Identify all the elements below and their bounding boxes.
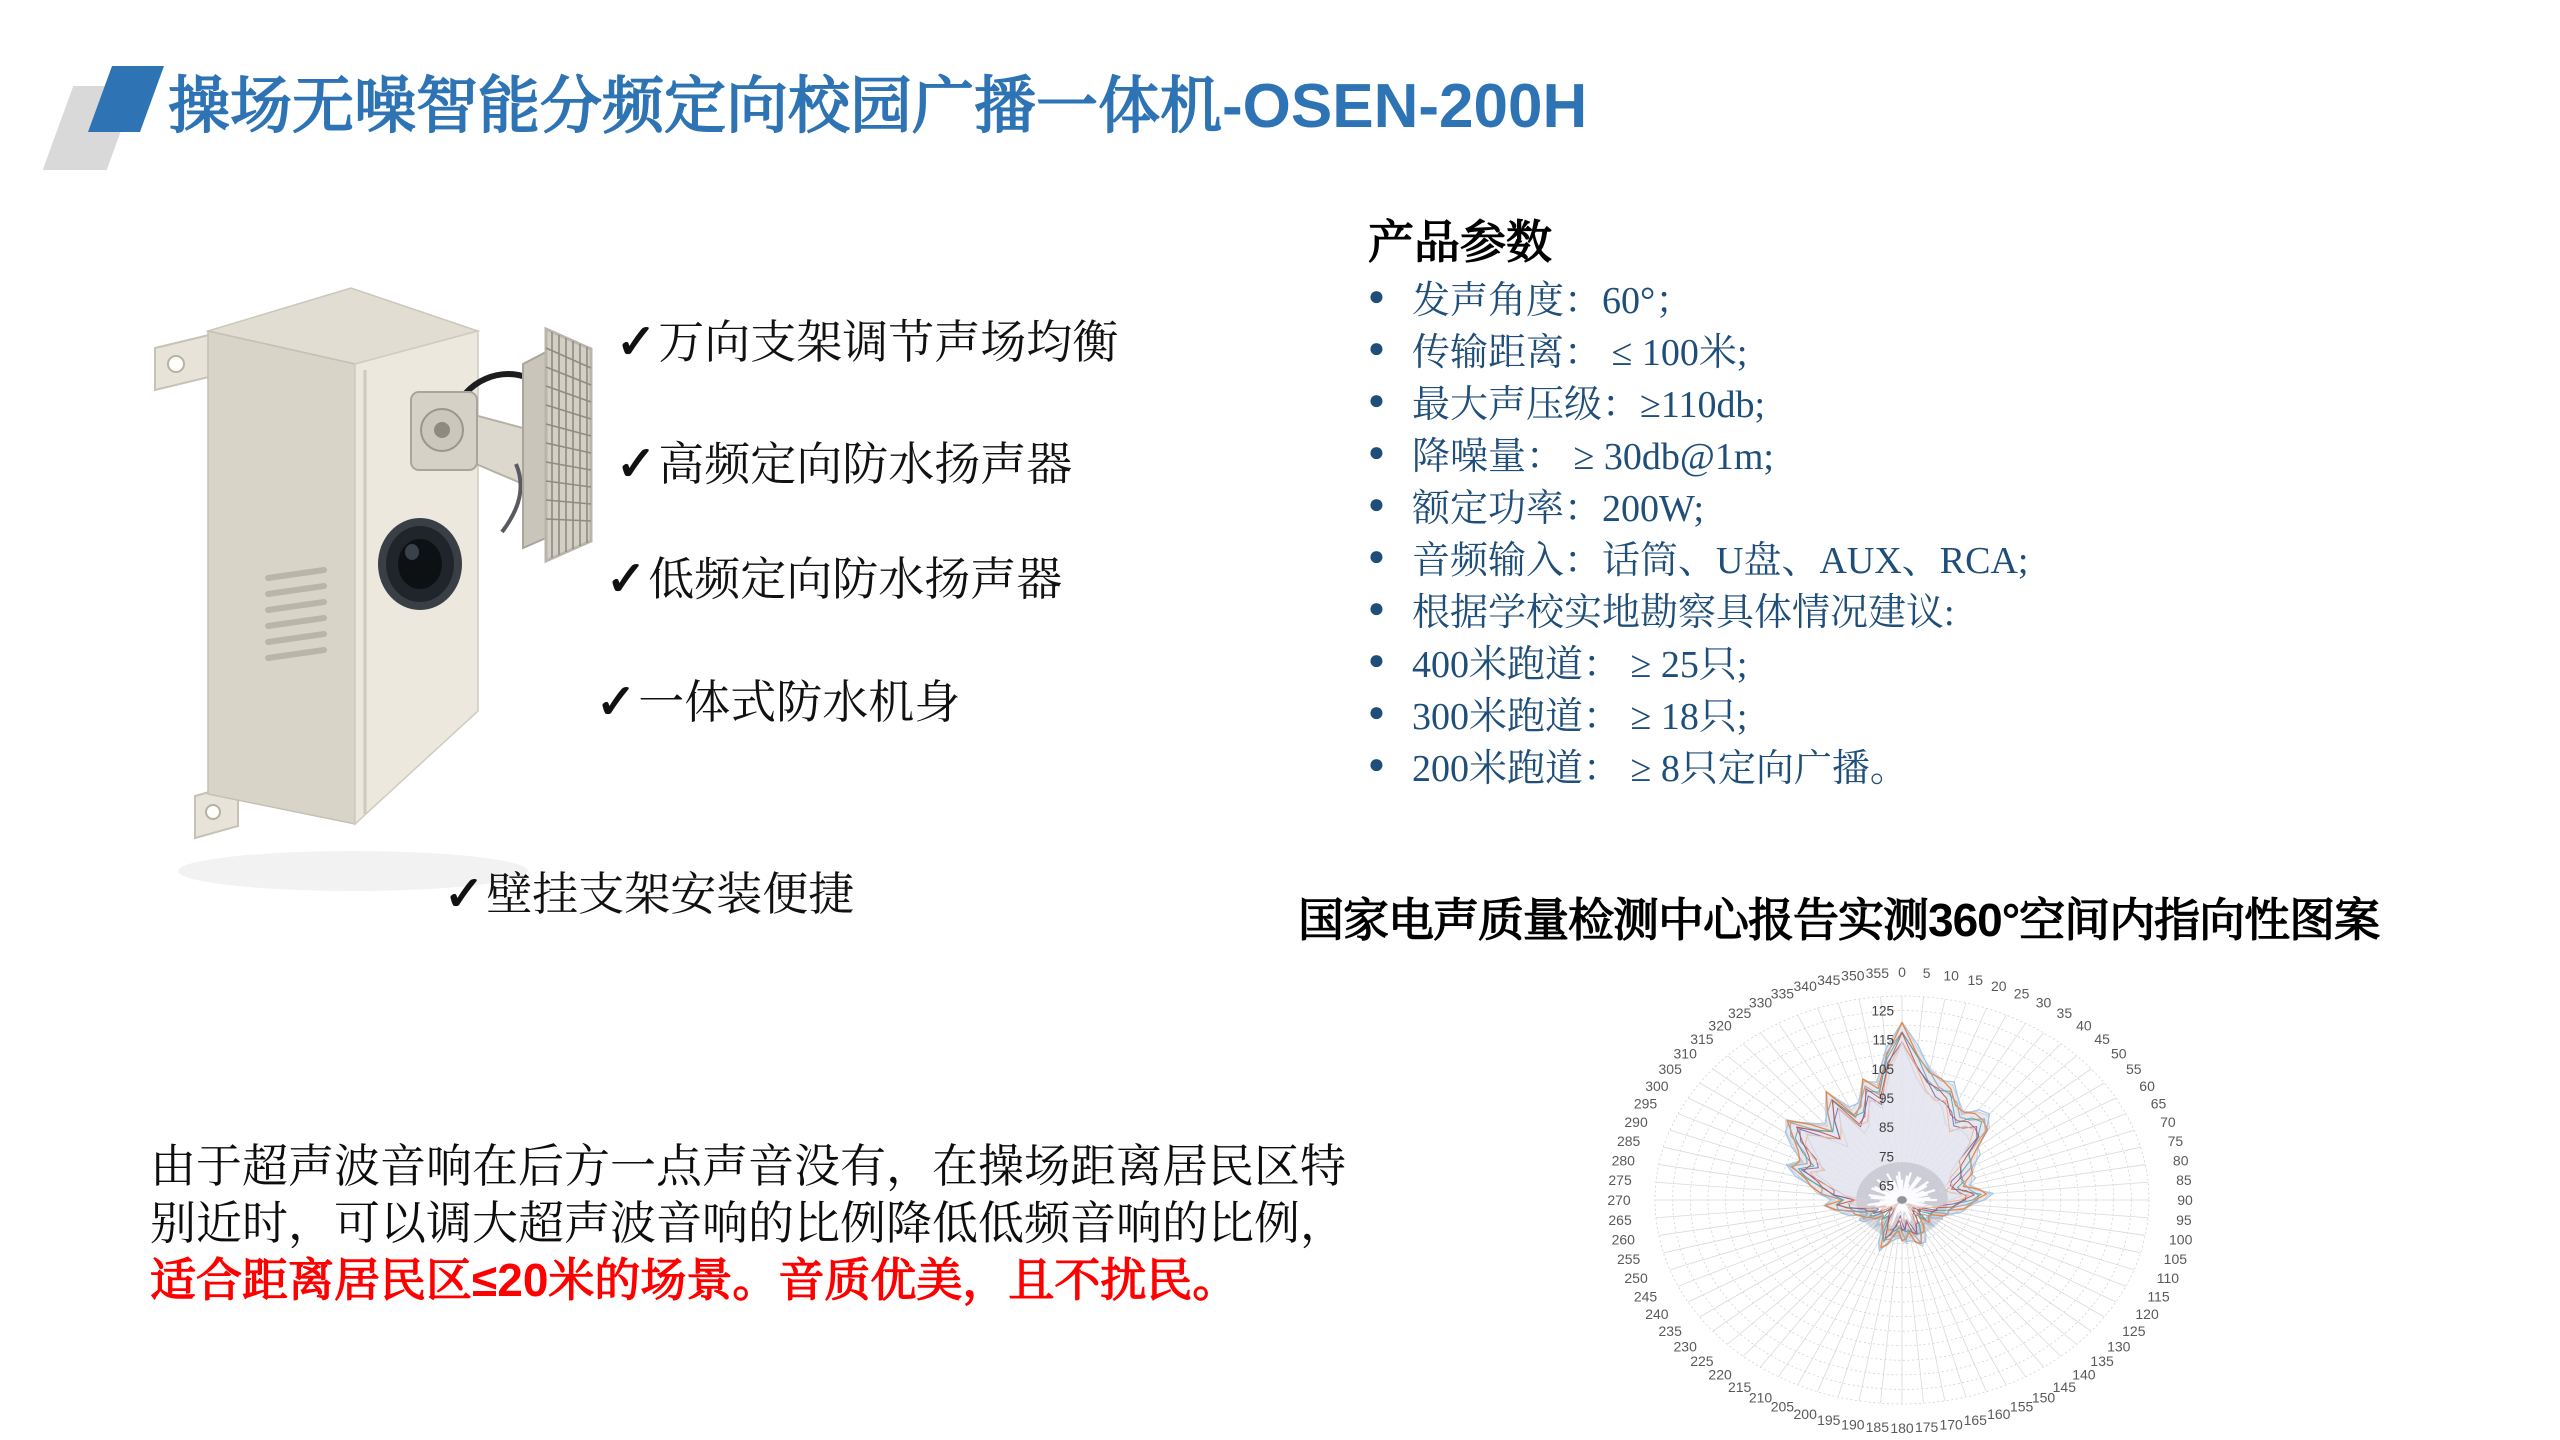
note-paragraph	[150, 1138, 1490, 1309]
svg-text:220: 220	[1708, 1366, 1732, 1383]
parameter-text: 额定功率：200W;	[1412, 487, 1705, 530]
svg-text:20: 20	[1991, 977, 2007, 994]
check-icon: ✓	[606, 553, 647, 606]
bullet-icon: ●	[1368, 540, 1385, 571]
svg-text:215: 215	[1727, 1378, 1752, 1395]
svg-text:155: 155	[2009, 1398, 2034, 1415]
bullet-icon: ●	[1368, 748, 1385, 779]
parameter-text: 发声角度：60°；	[1412, 279, 1694, 322]
svg-text:340: 340	[1793, 977, 1817, 994]
parameter-row	[1368, 634, 2468, 686]
svg-text:120: 120	[2135, 1306, 2159, 1322]
svg-text:95: 95	[2176, 1211, 2192, 1228]
svg-text:70: 70	[2160, 1114, 2176, 1131]
svg-text:195: 195	[1817, 1412, 1841, 1429]
parameter-row	[1368, 478, 2468, 530]
check-icon: ✓	[596, 676, 637, 729]
parameter-row	[1368, 322, 2468, 374]
feature-label: 壁挂支架安装便捷	[486, 868, 855, 920]
svg-text:125: 125	[1871, 1003, 1894, 1019]
chart-heading: 国家电声质量检测中心报告实测360°空间内指向性图案	[1298, 894, 2380, 946]
bullet-icon: ●	[1368, 488, 1385, 519]
svg-text:205: 205	[1770, 1398, 1795, 1415]
svg-text:95: 95	[1878, 1091, 1894, 1106]
svg-text:250: 250	[1624, 1269, 1648, 1286]
svg-text:65: 65	[1878, 1178, 1894, 1194]
feature-item	[606, 543, 1062, 609]
decoration-blue-parallelogram	[88, 66, 164, 132]
parameter-row	[1368, 686, 2468, 738]
svg-text:75: 75	[2167, 1132, 2184, 1149]
polar-chart-svg	[1600, 960, 2240, 1438]
directivity-chart	[1600, 960, 2240, 1438]
svg-text:190: 190	[1841, 1416, 1865, 1433]
parameter-text: 根据学校实地勘察具体情况建议:	[1412, 591, 1955, 634]
svg-text:105: 105	[2163, 1251, 2188, 1268]
svg-text:270: 270	[1607, 1192, 1631, 1208]
svg-text:315: 315	[1690, 1030, 1714, 1047]
horn-speaker	[523, 329, 591, 561]
svg-text:235: 235	[1658, 1322, 1682, 1339]
svg-text:240: 240	[1645, 1306, 1669, 1322]
svg-text:75: 75	[1878, 1149, 1894, 1165]
svg-text:290: 290	[1624, 1114, 1648, 1131]
svg-text:80: 80	[2172, 1152, 2189, 1169]
speaker-cabinet	[155, 288, 591, 891]
svg-text:325: 325	[1727, 1005, 1752, 1022]
feature-label: 一体式防水机身	[638, 676, 961, 728]
svg-text:260: 260	[1611, 1231, 1635, 1248]
svg-text:225: 225	[1690, 1353, 1714, 1370]
bullet-icon: ●	[1368, 280, 1385, 311]
svg-text:130: 130	[2107, 1338, 2131, 1355]
bullet-icon: ●	[1368, 332, 1385, 363]
svg-text:135: 135	[2090, 1353, 2114, 1370]
product-image	[118, 196, 618, 926]
svg-text:140: 140	[2072, 1366, 2096, 1383]
feature-label: 万向支架调节声场均衡	[658, 316, 1119, 368]
svg-text:100: 100	[2169, 1231, 2193, 1248]
svg-text:45: 45	[2094, 1030, 2110, 1047]
svg-text:35: 35	[2056, 1005, 2073, 1022]
parameters-heading: 产品参数	[1368, 216, 1552, 268]
feature-item	[596, 666, 960, 732]
svg-text:330: 330	[1748, 994, 1773, 1011]
check-icon: ✓	[616, 438, 657, 491]
svg-text:255: 255	[1616, 1251, 1641, 1268]
svg-text:185: 185	[1865, 1419, 1890, 1436]
svg-text:65: 65	[2150, 1095, 2167, 1112]
svg-text:280: 280	[1611, 1152, 1635, 1169]
parameters-list	[1368, 270, 2468, 790]
svg-text:230: 230	[1673, 1338, 1697, 1355]
svg-text:320: 320	[1708, 1017, 1732, 1034]
note-line: 别近时，可以调大超声波音响的比例降低低频音响的比例，	[150, 1197, 1346, 1249]
svg-text:170: 170	[1939, 1416, 1963, 1433]
parameter-text: 最大声压级：≥110db;	[1412, 383, 1766, 426]
parameter-row	[1368, 582, 2468, 634]
svg-text:50: 50	[2111, 1045, 2127, 1062]
svg-text:15: 15	[1967, 971, 1984, 988]
svg-text:40: 40	[2076, 1017, 2092, 1034]
feature-item	[616, 306, 1118, 372]
svg-text:350: 350	[1841, 967, 1865, 984]
svg-text:210: 210	[1748, 1389, 1773, 1406]
svg-text:160: 160	[1987, 1406, 2011, 1423]
feature-item	[616, 428, 1072, 494]
check-icon: ✓	[444, 868, 485, 921]
parameter-row	[1368, 530, 2468, 582]
svg-text:105: 105	[1871, 1061, 1894, 1077]
parameter-text: 200米跑道： ≥ 8只定向广播。	[1412, 747, 1908, 790]
svg-text:150: 150	[2031, 1389, 2056, 1406]
svg-text:310: 310	[1673, 1045, 1697, 1062]
parameter-row	[1368, 374, 2468, 426]
svg-text:165: 165	[1963, 1412, 1987, 1429]
svg-text:115: 115	[1872, 1032, 1894, 1048]
svg-text:355: 355	[1865, 964, 1890, 981]
parameter-text: 降噪量： ≥ 30db@1m;	[1412, 435, 1774, 478]
feature-label: 低频定向防水扬声器	[648, 553, 1063, 605]
bullet-icon: ●	[1368, 644, 1385, 675]
svg-text:285: 285	[1616, 1132, 1641, 1149]
svg-text:85: 85	[1878, 1120, 1894, 1136]
svg-text:295: 295	[1633, 1095, 1658, 1112]
svg-text:60: 60	[2139, 1078, 2155, 1094]
svg-text:145: 145	[2052, 1378, 2077, 1395]
parameter-text: 300米跑道： ≥ 18只;	[1412, 695, 1748, 738]
bullet-icon: ●	[1368, 436, 1385, 467]
bullet-icon: ●	[1368, 384, 1385, 415]
svg-text:275: 275	[1608, 1172, 1632, 1189]
svg-text:300: 300	[1645, 1078, 1669, 1094]
parameter-text: 400米跑道： ≥ 25只;	[1412, 643, 1748, 686]
svg-text:245: 245	[1633, 1288, 1658, 1305]
svg-text:5: 5	[1922, 964, 1931, 981]
bullet-icon: ●	[1368, 592, 1385, 623]
parameter-row	[1368, 426, 2468, 478]
svg-text:265: 265	[1608, 1211, 1632, 1228]
svg-text:125: 125	[2122, 1322, 2146, 1339]
svg-text:10: 10	[1943, 967, 1959, 984]
svg-text:25: 25	[2013, 985, 2030, 1002]
svg-text:0: 0	[1898, 964, 1906, 980]
bullet-icon: ●	[1368, 696, 1385, 727]
feature-label: 高频定向防水扬声器	[658, 438, 1073, 490]
svg-text:110: 110	[2156, 1269, 2180, 1286]
svg-text:335: 335	[1770, 985, 1795, 1002]
parameter-row	[1368, 270, 2468, 322]
svg-text:90: 90	[2177, 1192, 2193, 1208]
svg-text:30: 30	[2035, 994, 2052, 1011]
svg-text:175: 175	[1914, 1419, 1939, 1436]
svg-text:305: 305	[1658, 1061, 1682, 1078]
note-black-lines	[150, 1138, 1490, 1252]
svg-text:55: 55	[2126, 1061, 2142, 1078]
svg-text:345: 345	[1817, 971, 1841, 988]
svg-text:85: 85	[2176, 1172, 2192, 1189]
parameter-text: 传输距离： ≤ 100米;	[1412, 331, 1748, 374]
check-icon: ✓	[616, 316, 657, 369]
page-title: 操场无噪智能分频定向校园广播一体机-OSEN-200H	[168, 72, 1588, 141]
svg-text:180: 180	[1890, 1420, 1914, 1436]
svg-text:200: 200	[1793, 1406, 1817, 1423]
note-red-line: 适合距离居民区≤20米的场景。音质优美，且不扰民。	[150, 1254, 1239, 1306]
parameter-text: 音频输入：话筒、U盘、AUX、RCA;	[1412, 539, 2029, 582]
svg-text:115: 115	[2147, 1288, 2170, 1305]
parameter-row	[1368, 738, 2468, 790]
feature-item	[444, 858, 854, 924]
note-line: 由于超声波音响在后方一点声音没有，在操场距离居民区特	[150, 1140, 1346, 1192]
woofer-speaker	[378, 518, 462, 610]
